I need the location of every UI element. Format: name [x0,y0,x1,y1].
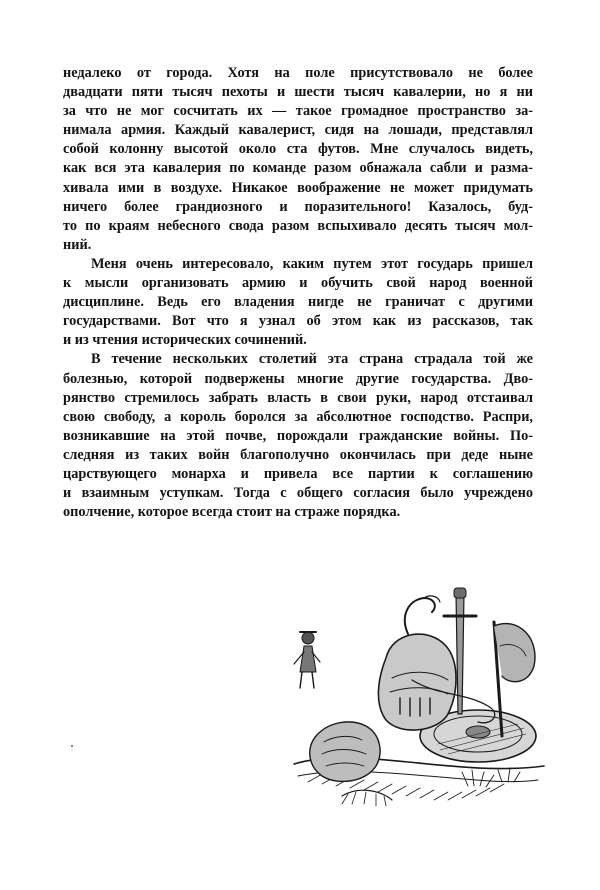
paragraph-1 [63,64,533,255]
text-line: к мысли организовать армию и обучить свой народ военной [63,275,533,292]
text-line: В течение нескольких столетий эта страна страдала той же [91,351,533,368]
text-line: двадцати пяти тысяч пехоты и шести тысяч кавалерии, но я ни [63,84,533,101]
paragraph-3 [63,350,533,522]
text-line: государствами. Вот что я узнал об этом как из рассказов, так [63,313,533,330]
text-line: следняя из таких войн благополучно окончилась при деде ныне [63,446,533,463]
paragraph-2 [63,255,533,350]
text-line: болезнью, которой подвержены многие другие государства. Дво- [63,370,533,387]
text-line: свою свободу, а король боролся за абсолютное господство. Распри, [63,408,533,425]
armor-heap-engraving [288,586,550,816]
text-line: Меня очень интересовало, каким путем этот государь пришел [91,255,533,272]
text-line: возникавшие на этой почве, порождали гражданские войны. По- [63,427,533,444]
text-line: ополчение, которое всегда стоит на страже порядка. [63,504,401,521]
text-line: как вся эта кавалерия по команде разом обнажала сабли и разма- [63,160,533,177]
text-body [63,64,533,522]
text-line: нимала армия. Каждый кавалерист, сидя на лошади, представлял [63,122,533,139]
text-line: недалеко от города. Хотя на поле присутствовало не более [63,65,533,81]
text-line: царствующего монарха и привела все партии к соглашению [63,465,533,482]
text-line: ничего более грандиозного и поразительного! Казалось, буд- [63,198,533,215]
text-line: собой колонну высотой около ста футов. Мне случалось видеть, [63,141,533,158]
text-line: хивала ими в воздухе. Никакое воображение не может придумать [63,179,533,196]
print-speck [71,745,73,747]
text-line: то по краям небесного свода разом вспыхивало десять тысяч мол- [63,217,533,234]
text-line: дисциплине. Ведь его владения нигде не граничат с другими [63,294,533,311]
text-line: за что не мог сосчитать их — такое громадное пространство за- [63,103,533,120]
text-line: и взаимным уступкам. Тогда с общего согласия было учреждено [63,485,533,502]
text-line: и из чтения исторических сочинений. [63,332,307,349]
text-line: ний. [63,236,92,253]
text-line: рянство стремилось забрать власть в свои руки, народ отстаивал [63,389,533,406]
